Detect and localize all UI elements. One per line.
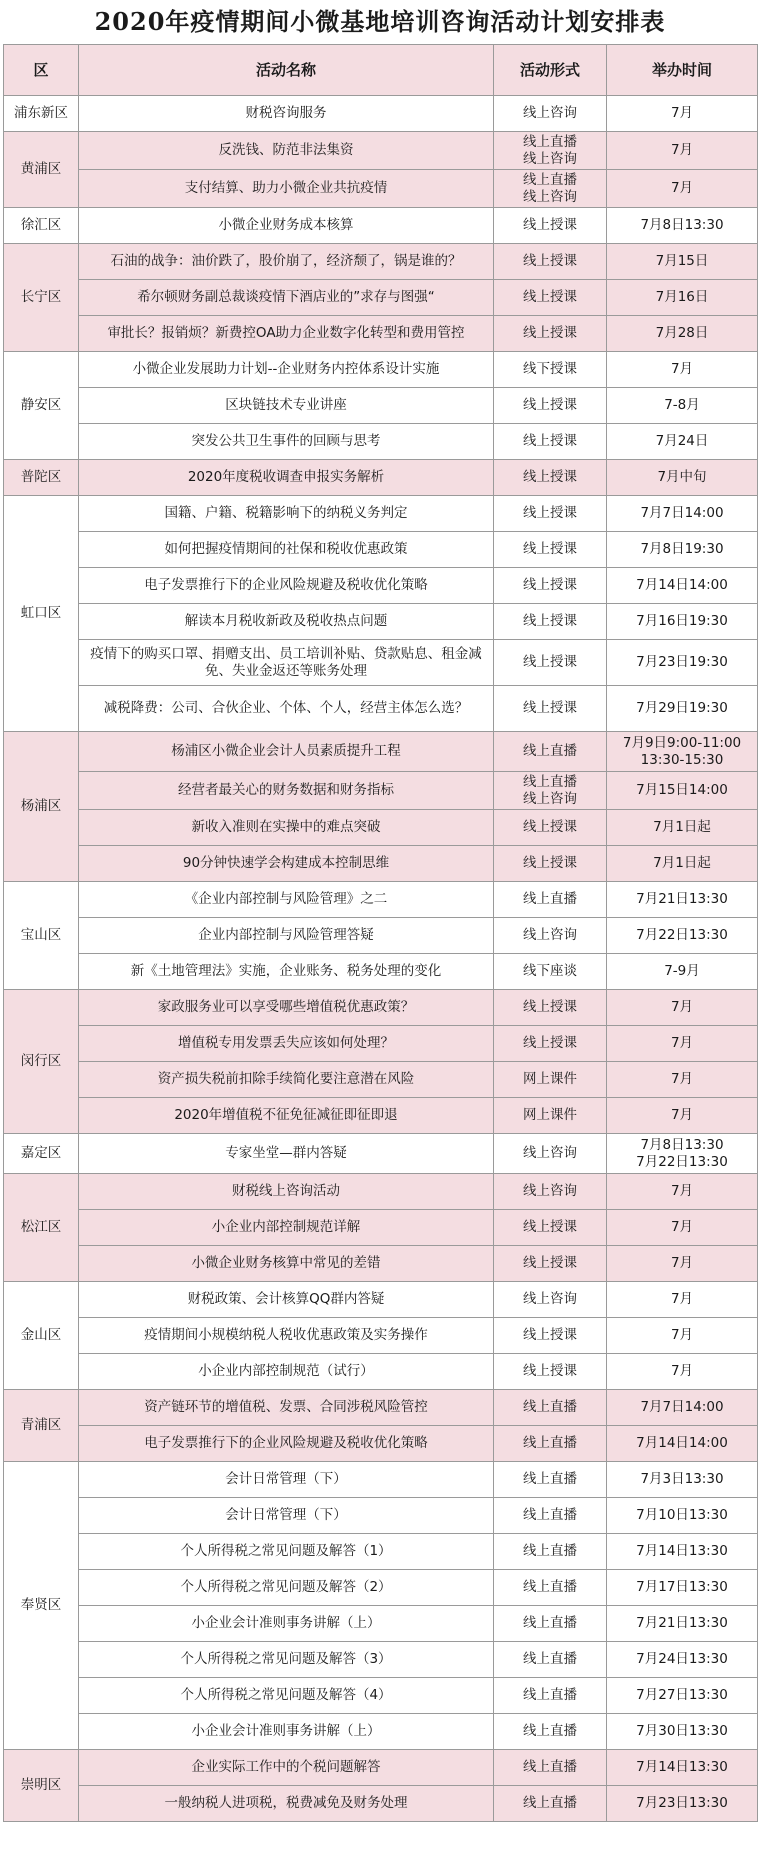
activity-form-cell: 线上授课 [494,280,607,316]
table-row [4,1098,758,1134]
table-row [4,1026,758,1062]
table-row [4,918,758,954]
header-time: 举办时间 [607,45,758,96]
activity-form-cell: 线上直播 [494,1606,607,1642]
activity-form-cell: 线上直播 [494,882,607,918]
district-cell: 金山区 [4,1282,79,1390]
district-cell: 黄浦区 [4,132,79,208]
district-cell: 杨浦区 [4,732,79,882]
activity-time-cell: 7月17日13:30 [607,1570,758,1606]
activity-time-cell: 7月15日14:00 [607,772,758,810]
activity-form-cell: 线上授课 [494,460,607,496]
activity-time-cell: 7月10日13:30 [607,1498,758,1534]
activity-name-cell: 国籍、户籍、税籍影响下的纳税义务判定 [79,496,494,532]
activity-name-cell: 新收入准则在实操中的难点突破 [79,810,494,846]
activity-form-cell: 线上直播 [494,1390,607,1426]
activity-form-cell: 线上直播 线上咨询 [494,772,607,810]
activity-form-cell: 线上直播 [494,1426,607,1462]
activity-time-cell: 7月22日13:30 [607,918,758,954]
activity-name-cell: 90分钟快速学会构建成本控制思维 [79,846,494,882]
activity-name-cell: 个人所得税之常见问题及解答（3） [79,1642,494,1678]
activity-name-cell: 疫情期间小规模纳税人税收优惠政策及实务操作 [79,1318,494,1354]
table-row [4,604,758,640]
activity-name-cell: 小微企业财务核算中常见的差错 [79,1246,494,1282]
table-row [4,352,758,388]
activity-time-cell: 7月 [607,96,758,132]
activity-time-cell: 7月8日13:30 7月22日13:30 [607,1134,758,1174]
activity-form-cell: 线上授课 [494,496,607,532]
activity-form-cell: 线上授课 [494,1026,607,1062]
activity-time-cell: 7月 [607,1246,758,1282]
table-row [4,1390,758,1426]
activity-time-cell: 7月16日19:30 [607,604,758,640]
activity-form-cell: 线上直播 [494,1534,607,1570]
table-row [4,990,758,1026]
activity-time-cell: 7月23日13:30 [607,1786,758,1822]
activity-form-cell: 线上直播 [494,1714,607,1750]
activity-form-cell: 线上授课 [494,388,607,424]
activity-form-cell: 网上课件 [494,1062,607,1098]
activity-name-cell: 专家坐堂—群内答疑 [79,1134,494,1174]
table-row [4,208,758,244]
activity-time-cell: 7月 [607,1210,758,1246]
activity-time-cell: 7月 [607,1282,758,1318]
activity-time-cell: 7月30日13:30 [607,1714,758,1750]
activity-name-cell: 反洗钱、防范非法集资 [79,132,494,170]
activity-time-cell: 7月16日 [607,280,758,316]
activity-time-cell: 7月 [607,1026,758,1062]
activity-name-cell: 家政服务业可以享受哪些增值税优惠政策？ [79,990,494,1026]
district-cell: 静安区 [4,352,79,460]
activity-time-cell: 7月1日起 [607,846,758,882]
activity-time-cell: 7月 [607,352,758,388]
activity-time-cell: 7月28日 [607,316,758,352]
activity-name-cell: 杨浦区小微企业会计人员素质提升工程 [79,732,494,772]
activity-time-cell: 7月14日14:00 [607,1426,758,1462]
table-row [4,96,758,132]
activity-time-cell: 7月8日19:30 [607,532,758,568]
activity-time-cell: 7月 [607,1062,758,1098]
district-cell: 宝山区 [4,882,79,990]
activity-name-cell: 个人所得税之常见问题及解答（1） [79,1534,494,1570]
district-cell: 长宁区 [4,244,79,352]
district-cell: 浦东新区 [4,96,79,132]
activity-form-cell: 线上授课 [494,604,607,640]
table-row [4,1462,758,1498]
activity-time-cell: 7月 [607,990,758,1026]
table-row [4,810,758,846]
activity-time-cell: 7月1日起 [607,810,758,846]
district-cell: 闵行区 [4,990,79,1134]
activity-form-cell: 线上咨询 [494,96,607,132]
activity-time-cell: 7月21日13:30 [607,1606,758,1642]
activity-name-cell: 资产链环节的增值税、发票、合同涉税风险管控 [79,1390,494,1426]
activity-time-cell: 7月 [607,1318,758,1354]
activity-form-cell: 网上课件 [494,1098,607,1134]
table-row [4,1642,758,1678]
activity-time-cell: 7月21日13:30 [607,882,758,918]
table-row [4,170,758,208]
activity-name-cell: 电子发票推行下的企业风险规避及税收优化策略 [79,1426,494,1462]
activity-form-cell: 线上咨询 [494,918,607,954]
table-row [4,846,758,882]
activity-time-cell: 7月7日14:00 [607,1390,758,1426]
table-row [4,460,758,496]
activity-time-cell: 7月27日13:30 [607,1678,758,1714]
table-row [4,732,758,772]
activity-time-cell: 7月 [607,1098,758,1134]
activity-time-cell: 7月 [607,1354,758,1390]
table-body [4,96,758,1822]
activity-name-cell: 支付结算、助力小微企业共抗疫情 [79,170,494,208]
activity-name-cell: 区块链技术专业讲座 [79,388,494,424]
table-row [4,1534,758,1570]
activity-form-cell: 线下座谈 [494,954,607,990]
activity-time-cell: 7月14日13:30 [607,1750,758,1786]
activity-name-cell: 个人所得税之常见问题及解答（4） [79,1678,494,1714]
activity-form-cell: 线上直播 [494,1750,607,1786]
activity-name-cell: 2020年增值税不征免征减征即征即退 [79,1098,494,1134]
activity-name-cell: 小企业内部控制规范详解 [79,1210,494,1246]
schedule-table [3,44,758,1822]
table-row [4,1062,758,1098]
activity-name-cell: 小企业会计准则事务讲解（上） [79,1606,494,1642]
activity-form-cell: 线上授课 [494,686,607,732]
table-row [4,1174,758,1210]
activity-form-cell: 线上授课 [494,1246,607,1282]
table-row [4,954,758,990]
activity-name-cell: 2020年度税收调查申报实务解析 [79,460,494,496]
activity-name-cell: 解读本月税收新政及税收热点问题 [79,604,494,640]
activity-time-cell: 7月8日13:30 [607,208,758,244]
activity-form-cell: 线上授课 [494,532,607,568]
activity-time-cell: 7月 [607,132,758,170]
activity-form-cell: 线上咨询 [494,1282,607,1318]
table-row [4,1210,758,1246]
activity-form-cell: 线上直播 [494,1570,607,1606]
activity-name-cell: 增值税专用发票丢失应该如何处理？ [79,1026,494,1062]
activity-name-cell: 小企业内部控制规范（试行） [79,1354,494,1390]
activity-time-cell: 7月9日9:00-11:00 13:30-15:30 [607,732,758,772]
activity-name-cell: 一般纳税人进项税，税费减免及财务处理 [79,1786,494,1822]
table-row [4,1318,758,1354]
activity-name-cell: 企业实际工作中的个税问题解答 [79,1750,494,1786]
activity-name-cell: 企业内部控制与风险管理答疑 [79,918,494,954]
activity-name-cell: 小微企业发展助力计划--企业财务内控体系设计实施 [79,352,494,388]
header-form: 活动形式 [494,45,607,96]
activity-name-cell: 小微企业财务成本核算 [79,208,494,244]
district-cell: 崇明区 [4,1750,79,1822]
table-row [4,1354,758,1390]
activity-name-cell: 审批长？报销烦？新费控OA助力企业数字化转型和费用管控 [79,316,494,352]
activity-form-cell: 线上直播 [494,732,607,772]
activity-form-cell: 线上授课 [494,208,607,244]
district-cell: 虹口区 [4,496,79,732]
table-row [4,244,758,280]
activity-time-cell: 7月23日19:30 [607,640,758,686]
page-title: 2020年疫情期间小微基地培训咨询活动计划安排表 [94,7,666,36]
activity-time-cell: 7月中旬 [607,460,758,496]
activity-form-cell: 线上授课 [494,640,607,686]
district-cell: 徐汇区 [4,208,79,244]
table-row [4,424,758,460]
activity-name-cell: 财税线上咨询活动 [79,1174,494,1210]
activity-time-cell: 7月29日19:30 [607,686,758,732]
activity-form-cell: 线上授课 [494,1210,607,1246]
table-row [4,568,758,604]
activity-name-cell: 财税政策、会计核算QQ群内答疑 [79,1282,494,1318]
table-row [4,686,758,732]
table-row [4,1570,758,1606]
activity-name-cell: 财税咨询服务 [79,96,494,132]
table-row [4,496,758,532]
activity-time-cell: 7月 [607,1174,758,1210]
district-cell: 青浦区 [4,1390,79,1462]
table-row [4,1134,758,1174]
activity-form-cell: 线上直播 [494,1498,607,1534]
activity-form-cell: 线上直播 线上咨询 [494,170,607,208]
activity-form-cell: 线上授课 [494,1354,607,1390]
activity-time-cell: 7月15日 [607,244,758,280]
activity-form-cell: 线上授课 [494,568,607,604]
activity-name-cell: 会计日常管理（下） [79,1498,494,1534]
table-row [4,1282,758,1318]
table-row [4,1498,758,1534]
table-row [4,316,758,352]
activity-form-cell: 线上直播 [494,1678,607,1714]
activity-name-cell: 资产损失税前扣除手续简化要注意潜在风险 [79,1062,494,1098]
header-activity: 活动名称 [79,45,494,96]
activity-time-cell: 7月3日13:30 [607,1462,758,1498]
table-row [4,882,758,918]
activity-name-cell: 小企业会计准则事务讲解（上） [79,1714,494,1750]
district-cell: 嘉定区 [4,1134,79,1174]
activity-time-cell: 7月14日14:00 [607,568,758,604]
activity-name-cell: 希尔顿财务副总裁谈疫情下酒店业的”求存与图强“ [79,280,494,316]
table-row [4,640,758,686]
activity-time-cell: 7月 [607,170,758,208]
activity-name-cell: 石油的战争：油价跌了，股价崩了，经济颓了，锅是谁的？ [79,244,494,280]
activity-time-cell: 7月7日14:00 [607,496,758,532]
table-row [4,132,758,170]
table-row [4,1750,758,1786]
activity-time-cell: 7-9月 [607,954,758,990]
table-row [4,1714,758,1750]
district-cell: 普陀区 [4,460,79,496]
table-row [4,772,758,810]
table-row [4,532,758,568]
activity-form-cell: 线上直播 [494,1786,607,1822]
activity-form-cell: 线上授课 [494,316,607,352]
table-row [4,280,758,316]
table-row [4,1678,758,1714]
activity-form-cell: 线上授课 [494,810,607,846]
table-row [4,1606,758,1642]
activity-form-cell: 线上授课 [494,846,607,882]
activity-name-cell: 新《土地管理法》实施，企业账务、税务处理的变化 [79,954,494,990]
activity-name-cell: 经营者最关心的财务数据和财务指标 [79,772,494,810]
activity-time-cell: 7月24日13:30 [607,1642,758,1678]
header-district: 区 [4,45,79,96]
activity-name-cell: 减税降费：公司、合伙企业、个体、个人，经营主体怎么选？ [79,686,494,732]
activity-form-cell: 线上授课 [494,990,607,1026]
activity-name-cell: 疫情下的购买口罩、捐赠支出、员工培训补贴、贷款贴息、租金减免、失业金返还等账务处理 [79,640,494,686]
activity-form-cell: 线上直播 线上咨询 [494,132,607,170]
activity-form-cell: 线下授课 [494,352,607,388]
activity-time-cell: 7月24日 [607,424,758,460]
header-row [4,45,758,96]
district-cell: 松江区 [4,1174,79,1282]
activity-form-cell: 线上授课 [494,244,607,280]
activity-name-cell: 会计日常管理（下） [79,1462,494,1498]
activity-form-cell: 线上直播 [494,1462,607,1498]
activity-name-cell: 《企业内部控制与风险管理》之二 [79,882,494,918]
activity-name-cell: 电子发票推行下的企业风险规避及税收优化策略 [79,568,494,604]
activity-form-cell: 线上咨询 [494,1134,607,1174]
district-cell: 奉贤区 [4,1462,79,1750]
activity-name-cell: 个人所得税之常见问题及解答（2） [79,1570,494,1606]
table-row [4,1786,758,1822]
table-row [4,1246,758,1282]
activity-time-cell: 7月14日13:30 [607,1534,758,1570]
activity-name-cell: 如何把握疫情期间的社保和税收优惠政策 [79,532,494,568]
activity-form-cell: 线上授课 [494,1318,607,1354]
activity-time-cell: 7-8月 [607,388,758,424]
activity-form-cell: 线上咨询 [494,1174,607,1210]
activity-name-cell: 突发公共卫生事件的回顾与思考 [79,424,494,460]
activity-form-cell: 线上授课 [494,424,607,460]
activity-form-cell: 线上直播 [494,1642,607,1678]
table-row [4,388,758,424]
table-row [4,1426,758,1462]
